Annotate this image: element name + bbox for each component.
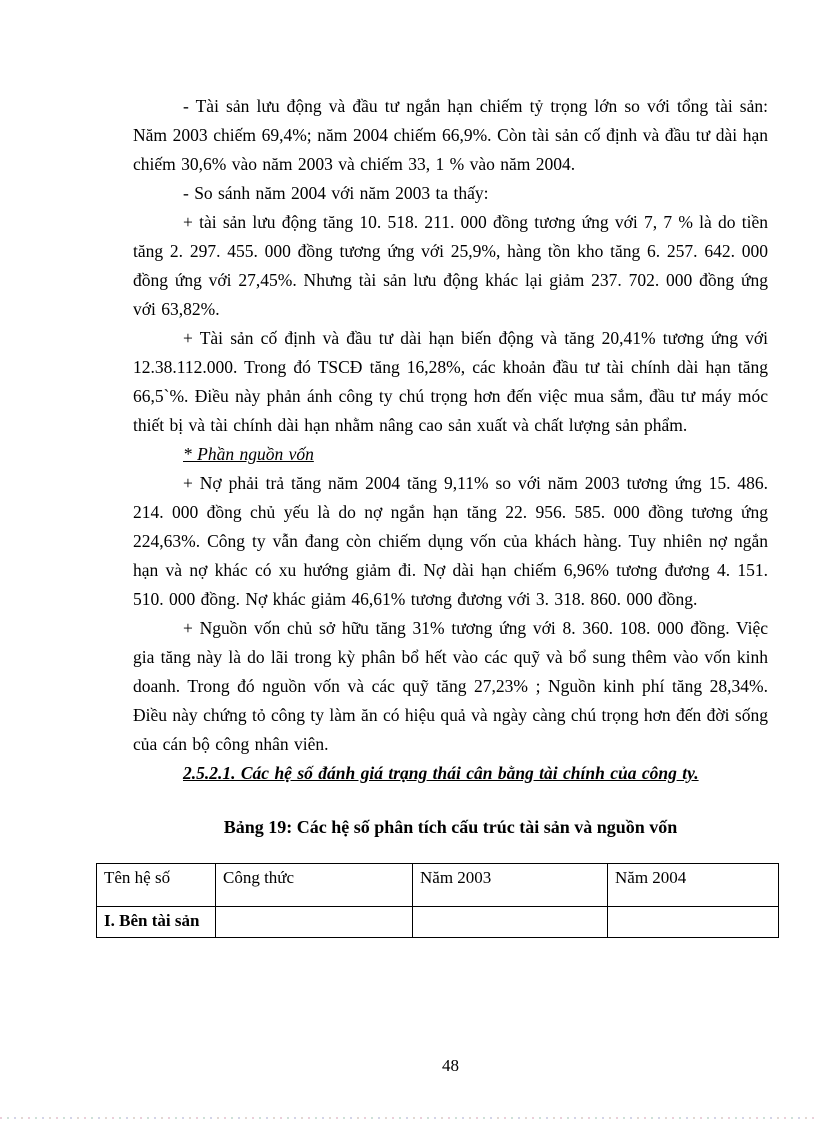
table-cell-empty-1	[216, 907, 413, 938]
section-heading-capital-source	[133, 440, 768, 469]
section-heading-2-5-2-1	[133, 759, 768, 788]
table-cell-empty-2	[413, 907, 608, 938]
table-header-cell-cong-thuc: Công thức	[216, 864, 413, 907]
page-number: 48	[442, 1056, 459, 1075]
table-header-cell-nam-2004: Năm 2004	[608, 864, 779, 907]
paragraph-liabilities: + Nợ phải trả tăng năm 2004 tăng 9,11% so với năm 2003 tương ứng 15. 486. 214. 000 đồng chủ yếu là do nợ ngắn hạn tăng 22. 956. 585. 000 đồng tương ứng 224,63%. Công ty vẫn đang còn chiếm dụng vốn của khách hàng. Tuy nhiên nợ ngắn hạn và nợ khác có xu hướng giảm đi. Nợ dài hạn chiếm 6,96% tương đương 4. 151. 510. 000 đồng. Nợ khác giảm 46,61% tương đương với 3. 318. 860. 000 đồng.	[133, 473, 768, 609]
paragraph-current-assets: + tài sản lưu động tăng 10. 518. 211. 000 đồng tương ứng với 7, 7 % là do tiền tăng 2. 297. 455. 000 đồng tương ứng với 25,9%, hàng tồn kho tăng 6. 257. 642. 000 đồng ứng với 27,45%. Nhưng tài sản lưu động khác lại giảm 237. 702. 000 đồng ứng với 63,82%.	[133, 212, 768, 319]
page-content	[104, 92, 768, 938]
table-header-row	[97, 864, 779, 907]
table-caption: Bảng 19: Các hệ số phân tích cấu trúc tài sản và nguồn vốn	[223, 817, 678, 837]
paragraph-fixed-assets: + Tài sản cố định và đầu tư dài hạn biến động và tăng 20,41% tương ứng với 12.38.112.000. Trong đó TSCĐ tăng 16,28%, các khoản đầu tư tài chính dài hạn tăng 66,5`%. Điều này phản ánh công ty chú trọng hơn đến việc mua sắm, đầu tư máy móc thiết bị và tài chính dài hạn nhằm nâng cao sản xuất và chất lượng sản phẩm.	[133, 328, 768, 435]
paragraph-owner-equity: + Nguồn vốn chủ sở hữu tăng 31% tương ứng với 8. 360. 108. 000 đồng. Việc gia tăng này là do lãi trong kỳ phân bổ hết vào các quỹ và bổ sung thêm vào vốn kinh doanh. Trong đó nguồn vốn và các quỹ tăng 27,23% ; Nguồn kinh phí tăng 28,34%. Điều này chứng tỏ công ty làm ăn có hiệu quả và ngày càng chú trọng hơn đến đời sống của cán bộ công nhân viên.	[133, 618, 768, 754]
table-cell-section-assets: I. Bên tài sản	[97, 907, 216, 938]
page-break-dotted-line	[0, 1117, 816, 1119]
paragraph-compare-intro: - So sánh năm 2004 với năm 2003 ta thấy:	[183, 183, 489, 203]
analysis-table	[96, 863, 779, 938]
table-row	[97, 907, 779, 938]
section-heading-2-5-2-1-text: 2.5.2.1. Các hệ số đánh giá trạng thái cân bằng tài chính của công ty.	[183, 763, 699, 783]
table-header-cell-nam-2003: Năm 2003	[413, 864, 608, 907]
table-header-cell-ten-he-so: Tên hệ số	[97, 864, 216, 907]
table-wrapper	[96, 863, 768, 938]
paragraph-asset-structure: - Tài sản lưu động và đầu tư ngắn hạn chiếm tỷ trọng lớn so với tổng tài sản: Năm 2003 chiếm 69,4%; năm 2004 chiếm 66,9%. Còn tài sản cố định và đầu tư dài hạn chiếm 30,6% vào năm 2003 và chiếm 33, 1 % vào năm 2004.	[133, 96, 768, 174]
section-heading-capital-source-text: * Phần nguồn vốn	[183, 444, 314, 464]
table-cell-empty-3	[608, 907, 779, 938]
